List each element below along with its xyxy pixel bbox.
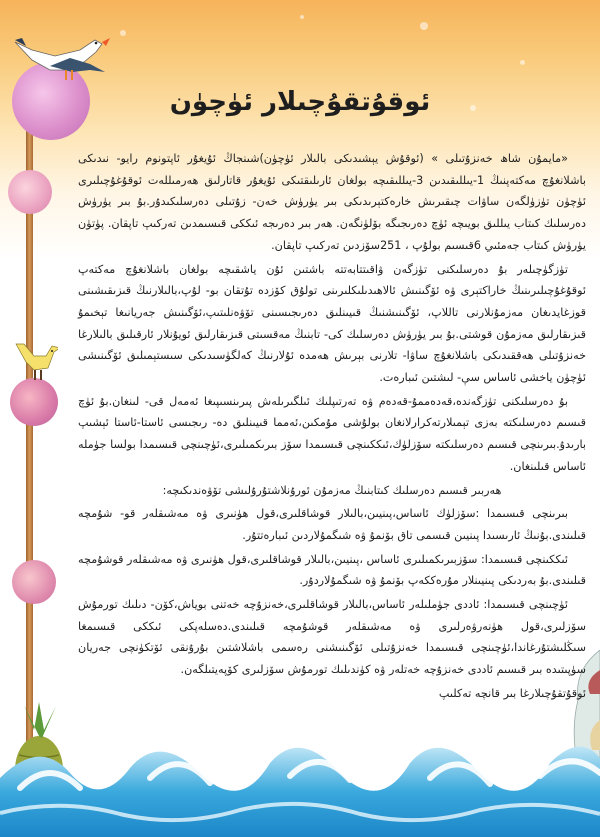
paragraph-principles: بۇ دەرسلىكنى تۈزگەندە،قەدەممۇ-قەدەم ۋە تەرتىپلىك ئىلگىرىلەش پىرىنسىپىغا ئەمەل قى- لىنغان.بۇ ئۈچ قىسىم دەرسلىكتە بەزى تېمىلارتەكرارلانغان بولۇشى مۇمكىن،ئەمما قىيىنلىق دە- رىجىسى ئاستا-ئاستا ئېشىپ بارىدۇ.بىرىنچى قىسىم دەرسلىكتە سۆزلۈك،ئىككىنچى قىسىمدا سۆز بىرىكمىلىرى،ئۈچىنچى قىسىمدا بولسا جۈملە ئاساس قىلىنغان. <box>78 394 586 473</box>
pink-tree-illustration <box>8 170 52 214</box>
paragraph-intro: «مايمۇن شاھ خەنزۇتىلى » (ئوقۇش يېشىدىكى بالىلار ئۈچۈن)شىنجاڭ ئۇيغۇر ئاپتونوم رايو- نىدىكى باشلانغۇچ مەكتەپنىڭ 1-يىللىقىدىن 3-يىللىقىچە بولغان ئارىلىقتىكى ئۇيغۇر قاتارلىق ھەرمىللەت ئوقۇغۇچىلىرى ئۈچۈن تۈزۈلگەن ساۋات چىقىرىش خارەكتېرىدىكى بىر يۈرۈش خەن- زۇتىلى دەرسلىكىدۇر.بۇ بىر يۈرۈش دەرسلىك كىتاب يىللىق بويىچە ئۈچ دەرىجىگە بۆلۈنگەن. ھەر بىر دەرىجە ئىككى قىسىمدىن تەركىپ تاپقان. پۈتۈن يۈرۈش كىتاب جەمئىي 6قىسىم بولۇپ ، 251سۆزدىن تەركىپ تاپقان. <box>78 152 586 252</box>
yellow-bird-illustration <box>12 340 58 388</box>
structure-intro: ھەربىر قىسىم دەرسلىك كىتابنىڭ مەزمۇن ئورۇنلاشتۇرۇلىشى تۆۋەندىكىچە: <box>162 483 502 497</box>
section-part-three: ئۈچىنچى قىسىمدا: ئاددى جۈملىلەر ئاساس،بالىلار قوشاقلىرى،خەنزۇچە خەتنى بوياش،كۆن- دىلىك تورمۇش سۆزلىرى،قول ھۈنەرۋەرلىرى ۋە مەشىقلەر قوشۇمچە قىلىندى.دەسلەپكى ئىككى قىسىمغا سىڭلىشتۇرغاندا،ئۈچىنچى قىسىمدا خەنزۇتىلى ئۆگىنىشنى رەسمى باشلاشتىن بۇرۇنقى ئۆتكۈنچى جەريان سۈپىتىدە بىر قىسىم ئاددى خەنزۇچە خەتلەر ۋە كۈندىلىك تورمۇش سۆزلىرى كۆپەيتىلگەن. <box>78 598 586 677</box>
section-part-two: ئىككىنچى قىسىمدا: سۆزبىرىكمىلىرى ئاساس ،پىنيىن،بالىلار قوشاقلىرى،قول ھۈنىرى ۋە مەشىقلەر قوشۇمچە قىلىندى.بۇ بەردىكى پىنيىنلار مۇرەككەپ بۆنمۇ ۋە شىگمۇلاردۇر. <box>77 552 586 588</box>
sparkle-decoration <box>300 15 304 19</box>
sparkle-decoration <box>420 22 428 30</box>
paragraph-goals: تۈزگۈچىلەر بۇ دەرسلىكنى تۈزگەن ۋاقىتتابەتتە باشتىن ئۇن ياشقىچە بولغان باشلانغۇچ مەكتەپ ئوقۇغۇچىلىرىنىڭ خاراكتېرى ۋە ئۆگىنىش ئالاھىدىلىكلىرىنى تولۇق كۆزدە تۇتقان بو- لۇپ،بالىلارنىڭ قىزىقىشىنى قوزغايدىغان مەزمۇنلارنى تاللاپ، ئۆگىنىشنىڭ قىيىنلىق دەرىجىسىنى تۆۋەنلىتىپ،ئۆگىنىش جەريانىغا تېخىمۇ قىزىقارلىق مەزمۇن قوشتى.بۇ بىر يۈرۈش دەرسلىك كى- تابنىڭ مەقسىتى قىزىقارلىق ئويۇنلار ئارقىلىق بالىلارغا خەنزۇتىلى ھەققىدىكى باشلانغۇچ ساۋا- تلارنى بېرىش ھەمدە ئۇلارنىڭ كەلگۈسىدىكى سىستېمىلىق ئۆگىنىشى ئۈچۈن ياخشى ئاساس سې- لىشتىن ئىبارەت. <box>78 262 586 385</box>
sparkle-decoration <box>520 60 525 65</box>
sparkle-decoration <box>120 30 126 36</box>
wave-illustration <box>0 718 600 837</box>
page-title: ئوقۇتقۇچىلار ئۈچۈن <box>169 87 431 118</box>
section-part-one: بىرىنچى قىسىمدا :سۆزلۈك ئاساس،پىنيىن،بالىلار قوشاقلىرى،قول ھۈنىرى ۋە مەشىقلەر قو- شۇمچە قىلىندى.بۇنىڭ ئارىسىدا پىنيىن قىسمى تاق بۆنمۇ ۋە شىگمۇلاردىن ئىبارەتتۇر. <box>78 507 586 542</box>
pink-tree-illustration <box>12 560 56 604</box>
preface-body <box>78 148 586 707</box>
white-bird-illustration <box>10 28 110 83</box>
closing-heading: ئوقۇتقۇچىلارغا بىر قانچە تەكلىپ <box>438 686 586 700</box>
